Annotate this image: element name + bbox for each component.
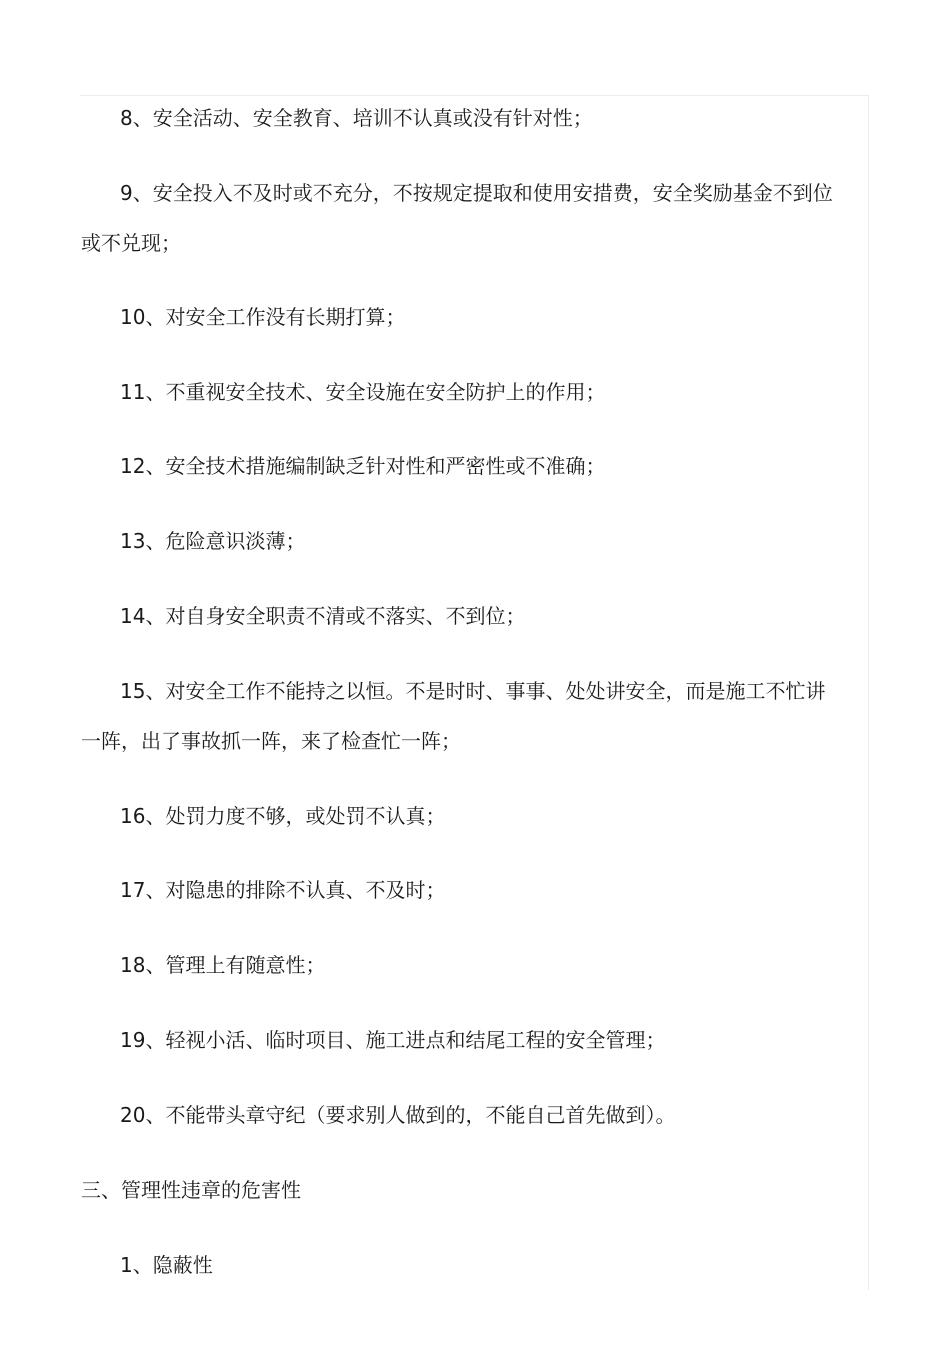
list-item: 11、不重视安全技术、安全设施在安全防护上的作用；: [120, 380, 606, 404]
list-item: 10、对安全工作没有长期打算；: [120, 305, 406, 329]
list-item: 18、管理上有随意性；: [120, 953, 326, 977]
list-item: 13、危险意识淡薄；: [120, 529, 306, 553]
page-right-border: [868, 95, 869, 1290]
section-heading: 三、管理性违章的危害性: [81, 1178, 301, 1202]
list-item: 12、安全技术措施编制缺乏针对性和严密性或不准确；: [120, 454, 606, 478]
list-item: 15、对安全工作不能持之以恒。不是时时、事事、处处讲安全，而是施工不忙讲一阵，出了事故抓一阵，来了检查忙一阵；: [81, 679, 826, 753]
list-item: 8、安全活动、安全教育、培训不认真或没有针对性；: [120, 106, 593, 130]
list-item: 9、安全投入不及时或不充分，不按规定提取和使用安措费，安全奖励基金不到位或不兑现；: [81, 181, 833, 255]
list-item: 16、处罚力度不够，或处罚不认真；: [120, 804, 446, 828]
list-item: 20、不能带头章守纪（要求别人做到的，不能自己首先做到）。: [120, 1103, 676, 1127]
list-item: 17、对隐患的排除不认真、不及时；: [120, 878, 446, 902]
list-item: 14、对自身安全职责不清或不落实、不到位；: [120, 604, 526, 628]
list-item: 19、轻视小活、临时项目、施工进点和结尾工程的安全管理；: [120, 1028, 666, 1052]
subheading: 1、隐蔽性: [120, 1253, 213, 1277]
